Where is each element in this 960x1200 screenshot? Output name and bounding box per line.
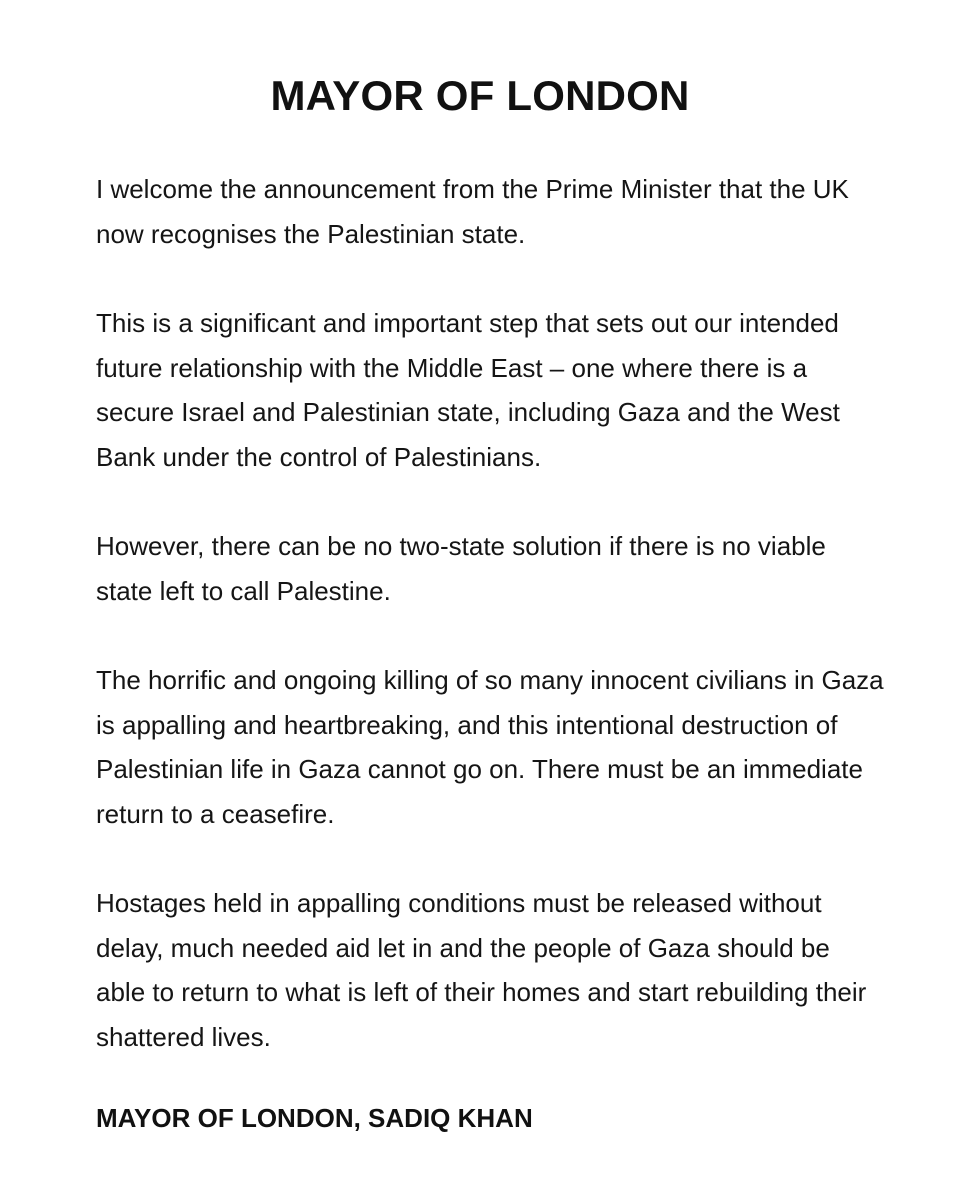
statement-paragraph-5: Hostages held in appalling conditions must be released without delay, much needed aid let in and the people of Gaza should be able to return to what is left of their homes and start rebuilding their shattered lives. [96,888,867,1052]
statement-paragraph-2: This is a significant and important step that sets out our intended future relationship with the Middle East – one where there is a secure Israel and Palestinian state, including Gaza and the West Bank under the control of Palestinians. [96,308,840,472]
statement-paragraph-4: The horrific and ongoing killing of so many innocent civilians in Gaza is appalling and heartbreaking, and this intentional destruction of Palestinian life in Gaza cannot go on. There must be an immediate return to a ceasefire. [96,665,884,829]
page-title: MAYOR OF LONDON [270,72,690,119]
signature: MAYOR OF LONDON, SADIQ KHAN [96,1103,533,1133]
statement-body [96,167,886,1104]
statement-paragraph-1: I welcome the announcement from the Prime Minister that the UK now recognises the Palestinian state. [96,174,849,249]
statement-paragraph-3: However, there can be no two-state solution if there is no viable state left to call Palestine. [96,531,826,606]
